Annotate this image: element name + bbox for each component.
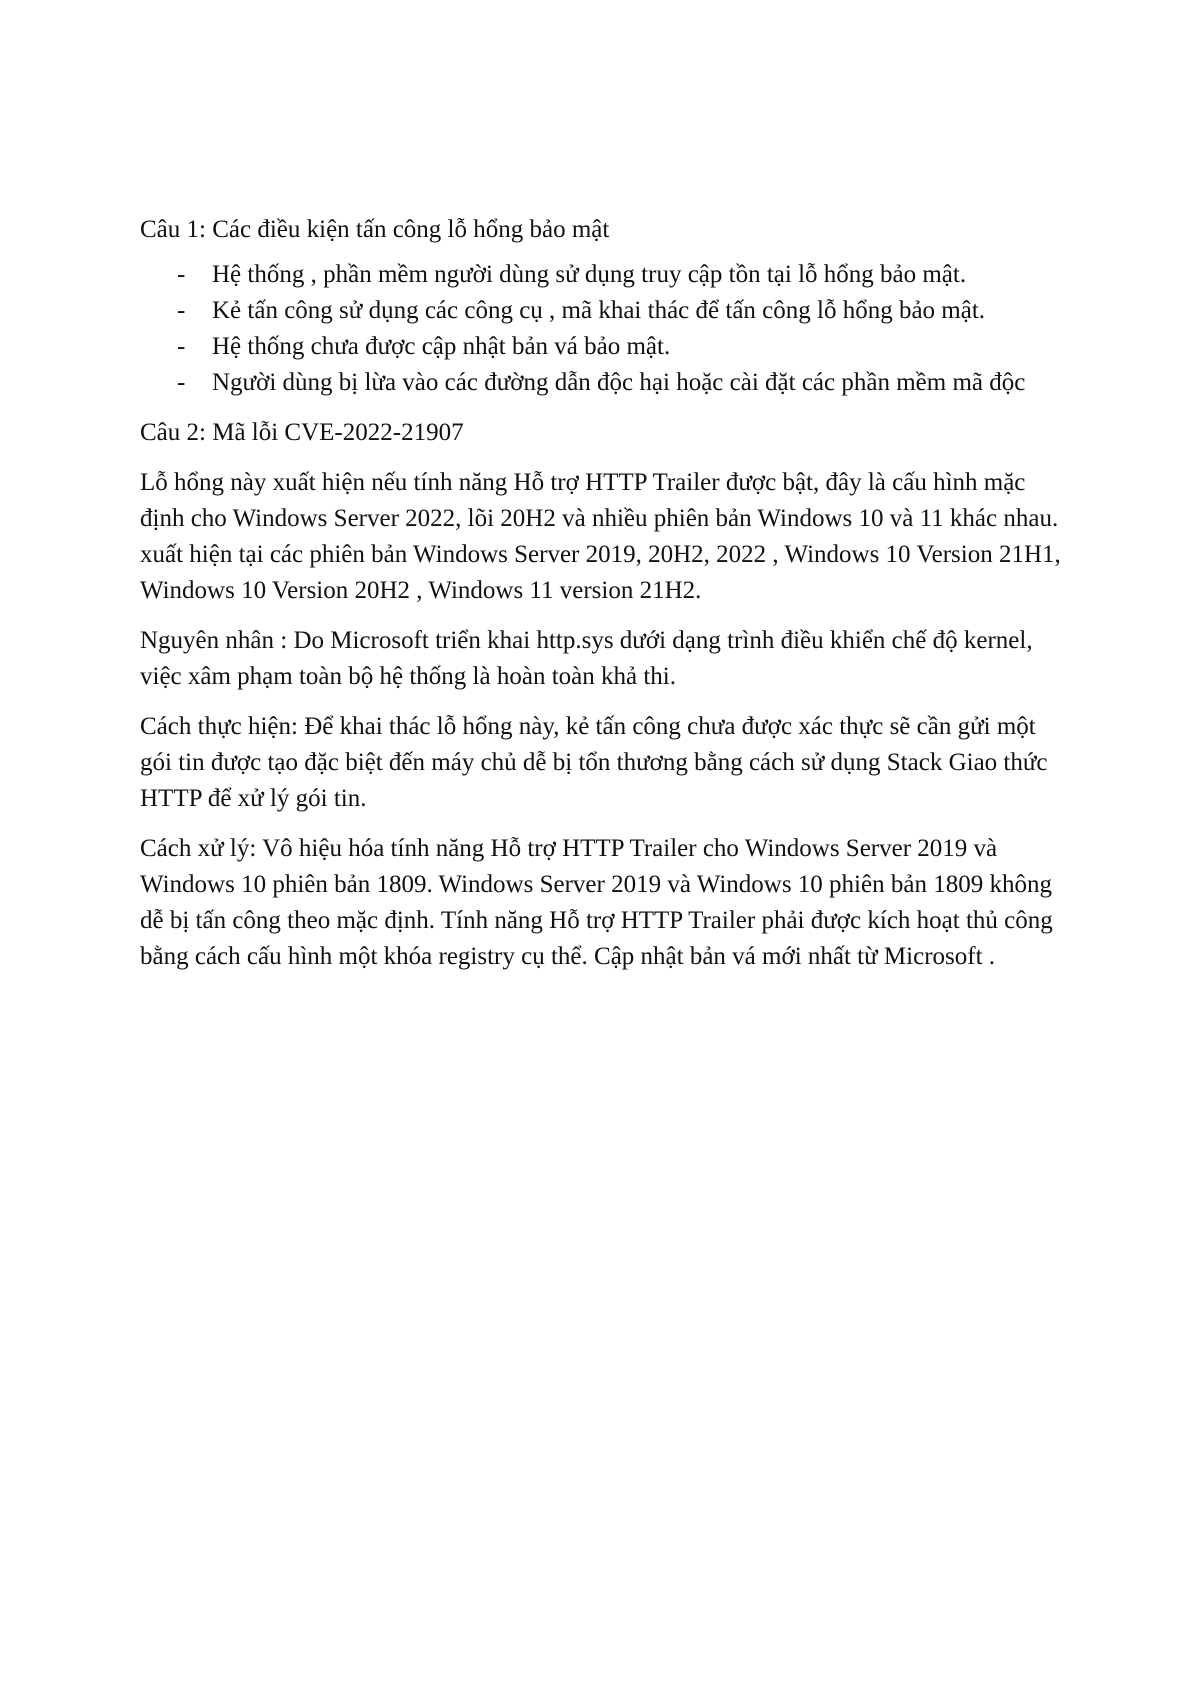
question-2-fix-paragraph: Cách xử lý: Vô hiệu hóa tính năng Hỗ trợ HTTP Trailer cho Windows Server 2019 và Windows 10 phiên bản 1809. Windows Server 2019 và Windows 10 phiên bản 1809 không dễ bị tấn công theo mặc định. Tính năng Hỗ trợ HTTP Trailer phải được kích hoạt thủ công bằng cách cấu hình một khóa registry cụ thể. Cập nhật bản vá mới nhất từ Microsoft . bbox=[140, 835, 1053, 970]
bullet-text: Hệ thống , phần mềm người dùng sử dụng truy cập tồn tại lỗ hổng bảo mật. bbox=[212, 261, 967, 288]
question-2-method-paragraph: Cách thực hiện: Để khai thác lỗ hổng này, kẻ tấn công chưa được xác thực sẽ cần gửi một gói tin được tạo đặc biệt đến máy chủ dễ bị tổn thương bằng cách sử dụng Stack Giao thức HTTP để xử lý gói tin. bbox=[140, 713, 1048, 812]
document-page bbox=[140, 212, 1070, 989]
bullet-text: Hệ thống chưa được cập nhật bản vá bảo mật. bbox=[212, 333, 671, 360]
question-2-heading: Câu 2: Mã lỗi CVE-2022-21907 bbox=[140, 419, 464, 446]
question-2-cause-paragraph: Nguyên nhân : Do Microsoft triển khai http.sys dưới dạng trình điều khiển chế độ kernel, việc xâm phạm toàn bộ hệ thống là hoàn toàn khả thi. bbox=[140, 627, 1033, 690]
bullet-dash: - bbox=[177, 261, 186, 288]
bullet-item bbox=[140, 293, 1070, 329]
bullet-text: Kẻ tấn công sử dụng các công cụ , mã khai thác để tấn công lỗ hổng bảo mật. bbox=[212, 297, 986, 324]
bullet-dash: - bbox=[177, 333, 186, 360]
bullet-item bbox=[140, 257, 1070, 293]
bullet-item bbox=[140, 329, 1070, 365]
question-2-intro-paragraph: Lỗ hổng này xuất hiện nếu tính năng Hỗ trợ HTTP Trailer được bật, đây là cấu hình mặc định cho Windows Server 2022, lõi 20H2 và nhiều phiên bản Windows 10 và 11 khác nhau. xuất hiện tại các phiên bản Windows Server 2019, 20H2, 2022 , Windows 10 Version 21H1, Windows 10 Version 20H2 , Windows 11 version 21H2. bbox=[140, 469, 1061, 604]
bullet-item bbox=[140, 365, 1070, 401]
bullet-text: Người dùng bị lừa vào các đường dẫn độc hại hoặc cài đặt các phần mềm mã độc bbox=[212, 369, 1026, 396]
bullet-dash: - bbox=[177, 297, 186, 324]
question-1-heading: Câu 1: Các điều kiện tấn công lỗ hổng bảo mật bbox=[140, 216, 610, 243]
question-1-bullet-list bbox=[140, 257, 1070, 401]
bullet-dash: - bbox=[177, 369, 186, 396]
